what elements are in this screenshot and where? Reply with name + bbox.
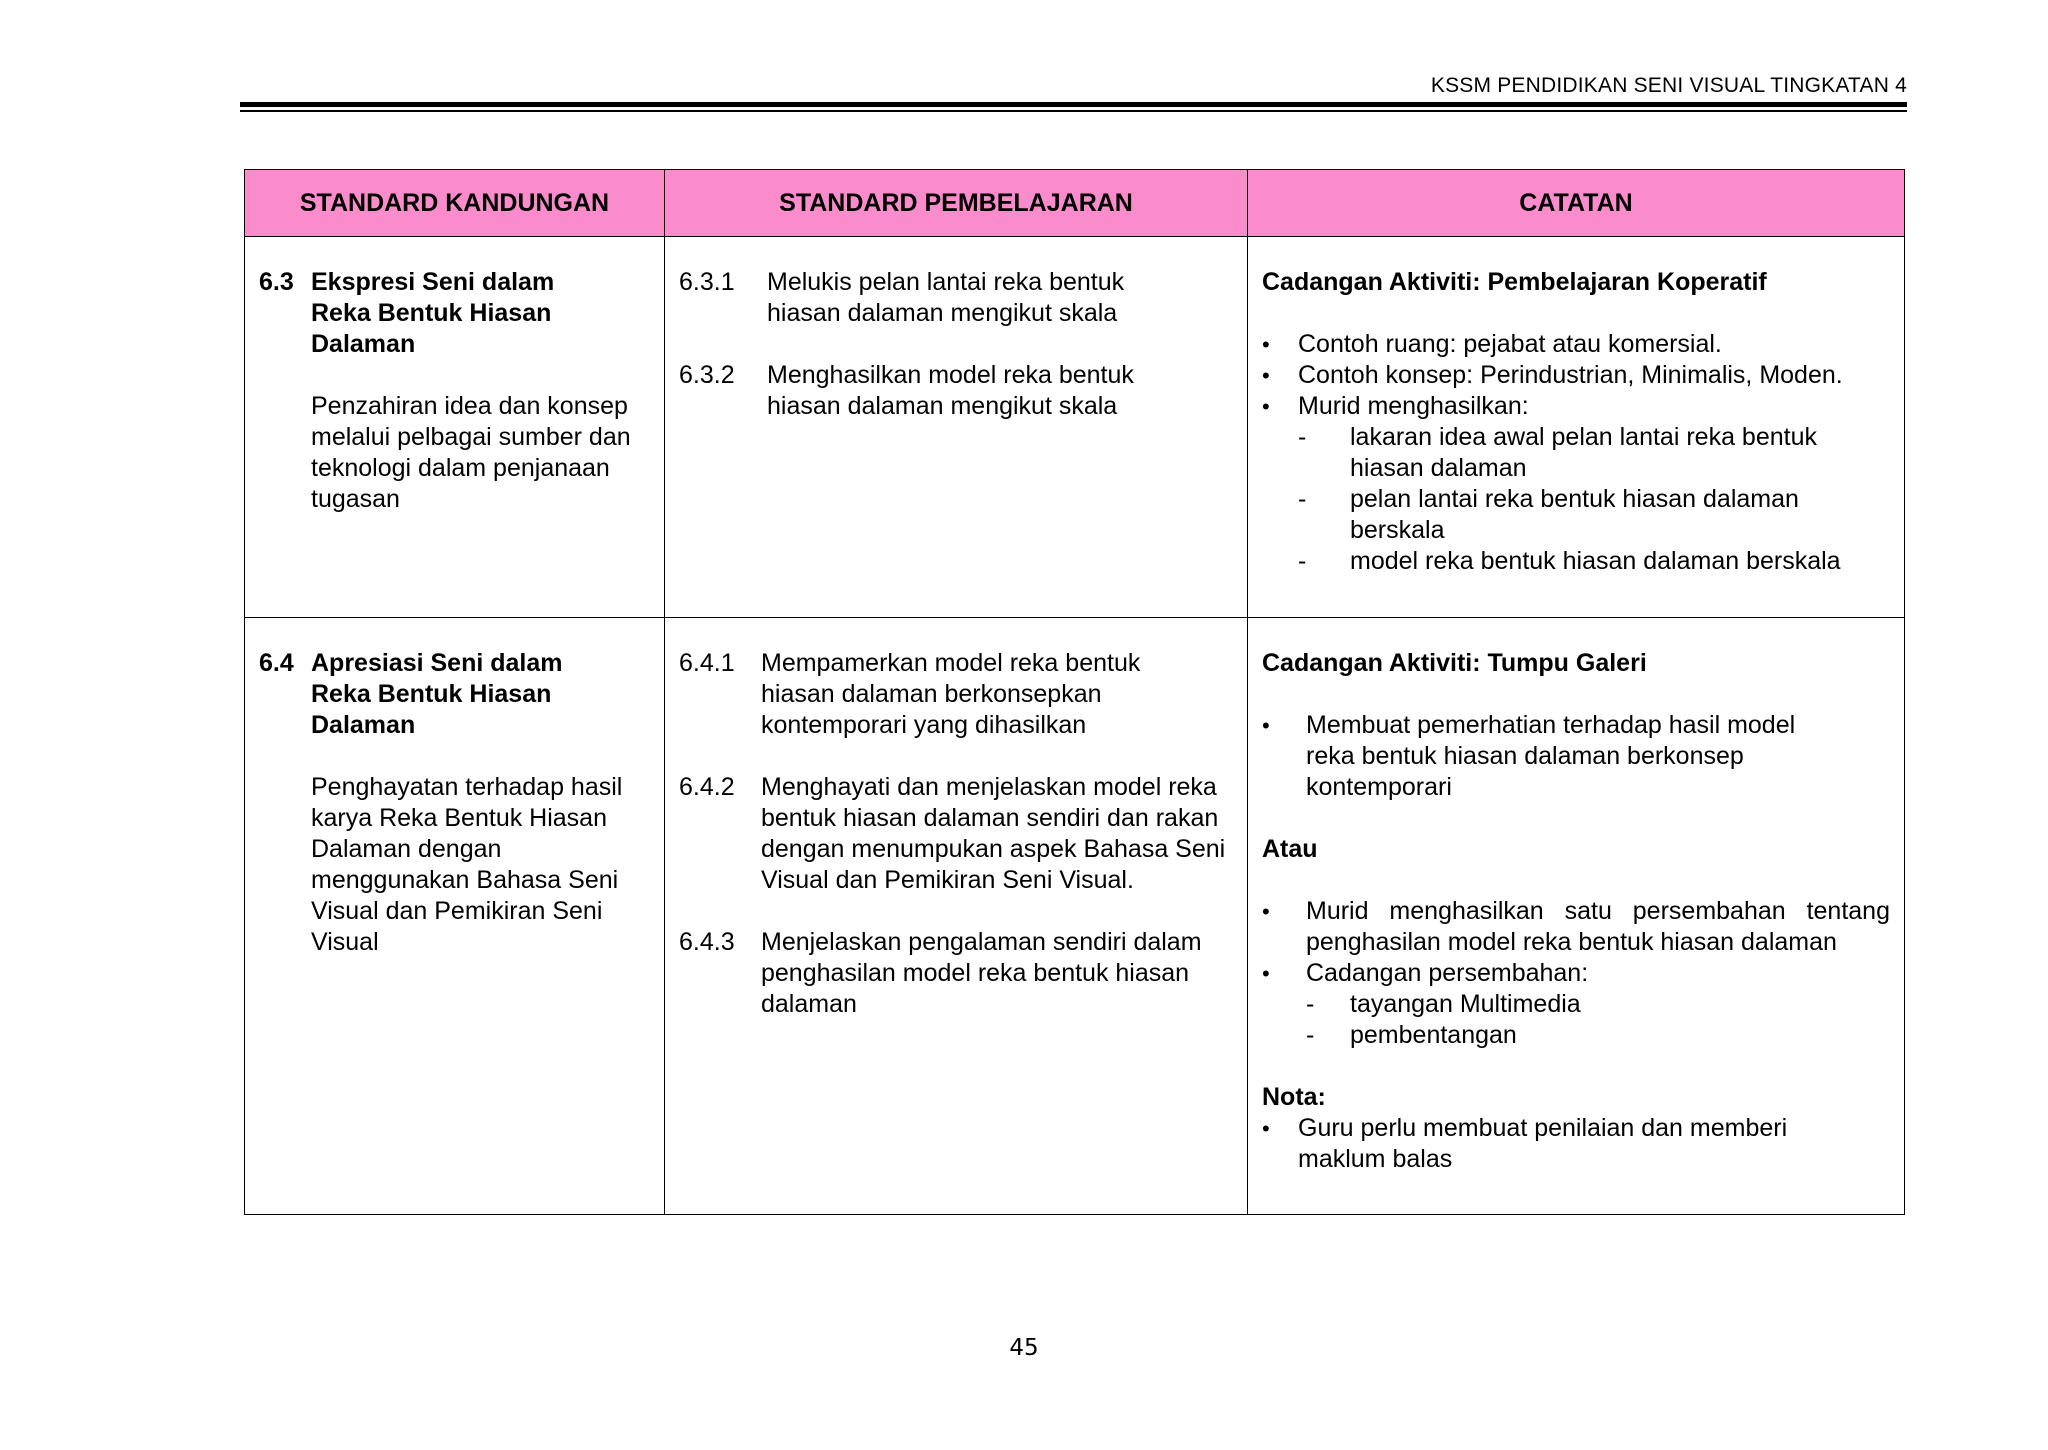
curriculum-table — [244, 169, 1905, 1215]
activity-heading: Cadangan Aktiviti: Pembelajaran Koperatif — [1262, 268, 1767, 296]
sk-title: Apresiasi Seni dalam Reka Bentuk Hiasan Dalaman — [311, 649, 563, 739]
dash-icon: - — [1298, 423, 1307, 451]
sk-number: 6.3 — [259, 268, 294, 296]
sp-text: Menghayati dan menjelaskan model reka bentuk hiasan dalaman sendiri dan rakan dengan menumpukan aspek Bahasa Seni Visual dan Pemikiran Seni Visual. — [761, 773, 1226, 894]
list-item: • Guru perlu membuat penilaian dan memberi maklum balas — [1262, 1114, 1788, 1173]
sub-list-item: - model reka bentuk hiasan dalaman berskala — [1262, 546, 1890, 577]
catatan-cell — [1248, 237, 1905, 618]
sp-text: Menghasilkan model reka bentuk hiasan dalaman mengikut skala — [767, 361, 1134, 420]
table-header-row — [245, 170, 1905, 237]
bullet-icon: • — [1262, 899, 1270, 924]
sp-item — [679, 927, 1233, 1020]
catatan-cell — [1248, 618, 1905, 1215]
sub-list-item: - tayangan Multimedia — [1262, 989, 1890, 1020]
sp-text: Melukis pelan lantai reka bentuk hiasan dalaman mengikut skala — [767, 268, 1125, 327]
page-number: 45 — [1009, 1335, 1039, 1361]
sp-item — [679, 360, 1233, 422]
bullet-icon: • — [1262, 394, 1270, 419]
sk-title: Ekspresi Seni dalam Reka Bentuk Hiasan Dalaman — [311, 268, 555, 358]
nota-label: Nota: — [1262, 1083, 1326, 1111]
standard-kandungan-cell — [245, 237, 665, 618]
dash-icon: - — [1298, 547, 1307, 575]
list-item: • Murid menghasilkan: — [1262, 392, 1529, 420]
activity-heading: Cadangan Aktiviti: Tumpu Galeri — [1262, 649, 1647, 677]
bullet-icon: • — [1262, 961, 1270, 986]
standard-kandungan-cell — [245, 618, 665, 1215]
sub-list-item: - lakaran idea awal pelan lantai reka bentuk hiasan dalaman — [1262, 422, 1890, 484]
table-row — [245, 237, 1905, 618]
table-row — [245, 618, 1905, 1215]
list-item: • Cadangan persembahan: — [1262, 959, 1589, 987]
sp-number: 6.3.2 — [679, 361, 735, 389]
standard-pembelajaran-cell — [665, 618, 1248, 1215]
running-header: KSSM PENDIDIKAN SENI VISUAL TINGKATAN 4 — [1430, 74, 1907, 97]
sp-text: Mempamerkan model reka bentuk hiasan dalaman berkonsepkan kontemporari yang dihasilkan — [761, 649, 1141, 739]
list-item: • Murid menghasilkan satu persembahan tentang penghasilan model reka bentuk hiasan dalaman — [1262, 897, 1890, 956]
sp-item — [679, 772, 1233, 896]
header-rule-thick — [240, 102, 1907, 107]
sk-number: 6.4 — [259, 649, 294, 677]
sp-item — [679, 267, 1233, 329]
bullet-icon: • — [1262, 1116, 1270, 1141]
standard-pembelajaran-cell — [665, 237, 1248, 618]
sp-number: 6.4.2 — [679, 773, 735, 801]
sk-description: Penghayatan terhadap hasil karya Reka Bentuk Hiasan Dalaman dengan menggunakan Bahasa Seni Visual dan Pemikiran Seni Visual — [311, 773, 623, 956]
sp-text: Menjelaskan pengalaman sendiri dalam penghasilan model reka bentuk hiasan dalaman — [761, 928, 1202, 1018]
header-rule-thin — [240, 110, 1907, 112]
sp-item — [679, 648, 1233, 741]
list-item: • Membuat pemerhatian terhadap hasil model reka bentuk hiasan dalaman berkonsep kontemporari — [1262, 711, 1796, 801]
list-item: • Contoh ruang: pejabat atau komersial. — [1262, 330, 1722, 358]
column-header-standard-kandungan: STANDARD KANDUNGAN — [245, 170, 665, 237]
bullet-icon: • — [1262, 363, 1270, 388]
sp-number: 6.3.1 — [679, 268, 735, 296]
atau-label: Atau — [1262, 835, 1318, 863]
sp-number: 6.4.3 — [679, 928, 735, 956]
sk-description: Penzahiran idea dan konsep melalui pelbagai sumber dan teknologi dalam penjanaan tugasan — [311, 392, 631, 513]
column-header-standard-pembelajaran: STANDARD PEMBELAJARAN — [665, 170, 1248, 237]
sub-list-item: - pelan lantai reka bentuk hiasan dalaman berskala — [1262, 484, 1890, 546]
bullet-icon: • — [1262, 713, 1270, 738]
list-item: • Contoh konsep: Perindustrian, Minimalis, Moden. — [1262, 361, 1843, 389]
column-header-catatan: CATATAN — [1248, 170, 1905, 237]
dash-icon: - — [1298, 485, 1307, 513]
dash-icon: - — [1306, 1021, 1315, 1049]
sp-number: 6.4.1 — [679, 649, 735, 677]
dash-icon: - — [1306, 990, 1315, 1018]
bullet-icon: • — [1262, 332, 1270, 357]
sub-list-item: - pembentangan — [1262, 1020, 1890, 1051]
